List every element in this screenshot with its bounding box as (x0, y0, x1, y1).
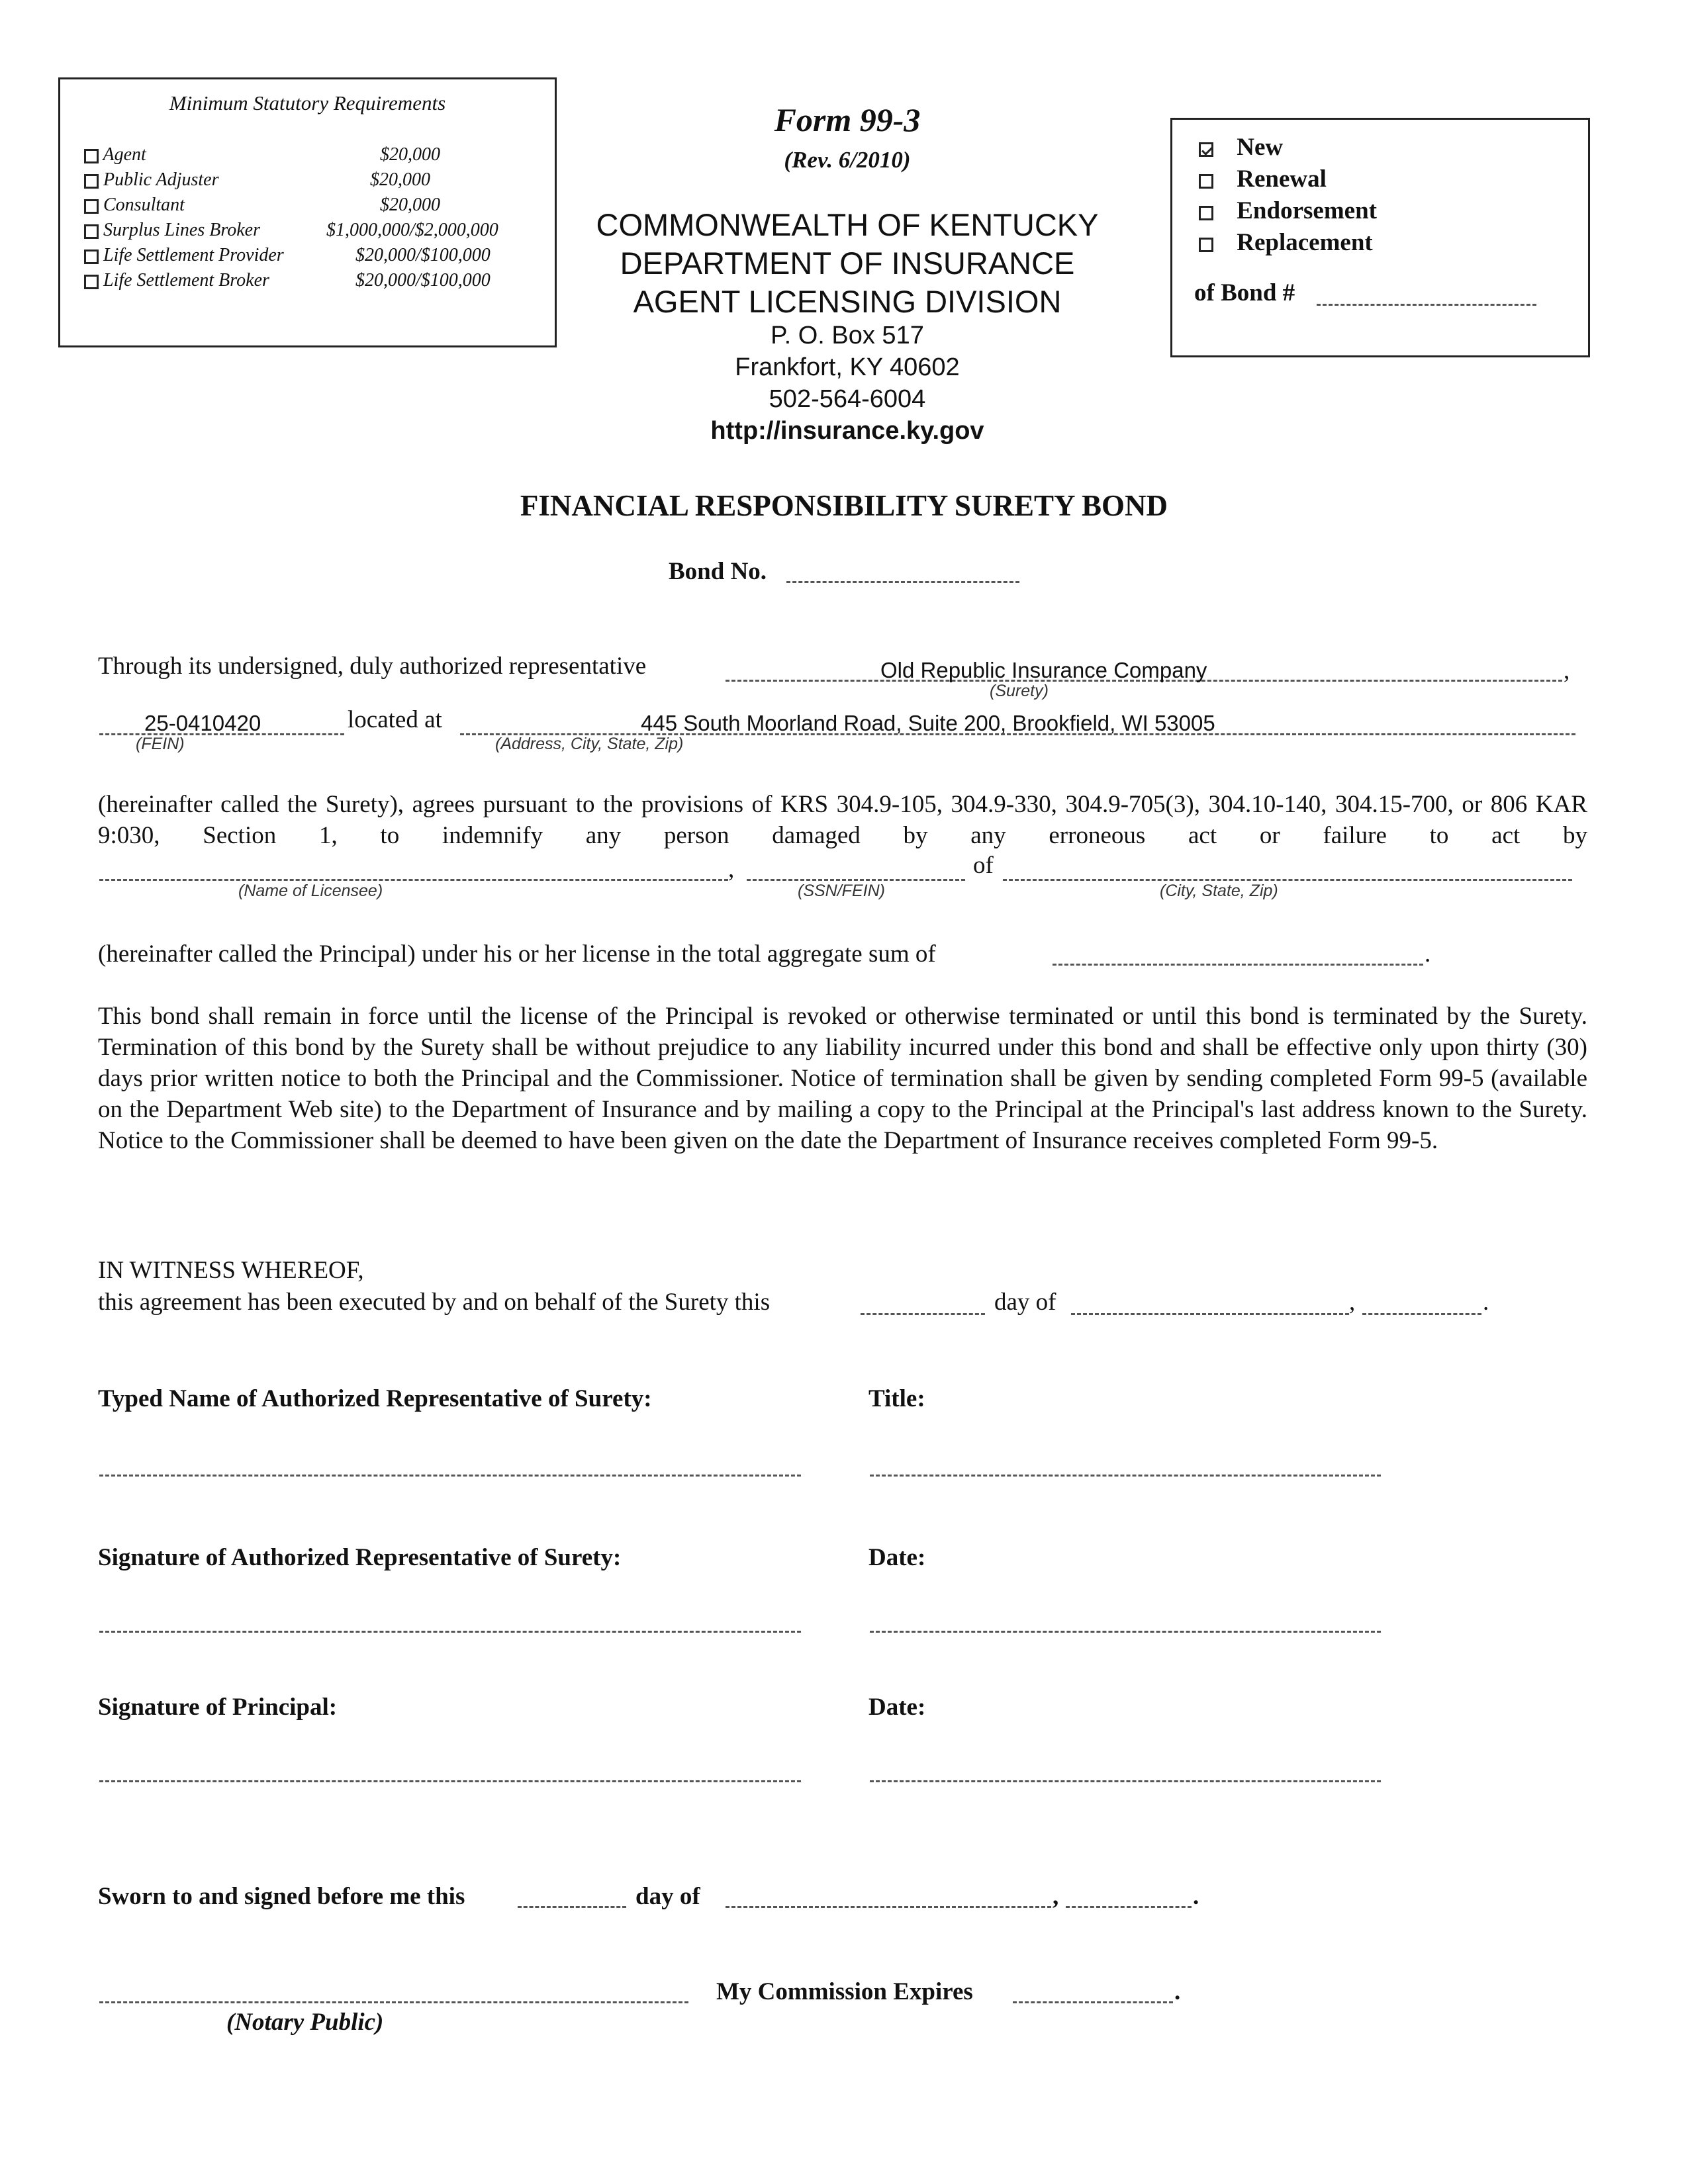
licensee-name-input[interactable] (99, 879, 728, 881)
org-name-line-2: DEPARTMENT OF INSURANCE (620, 246, 1075, 281)
ssn-fein-caption: (SSN/FEIN) (798, 882, 885, 900)
bond-no-input[interactable] (786, 581, 1019, 583)
requirement-life-settlement-broker: Life Settlement Broker $20,000/$100,000 (84, 270, 541, 291)
checkbox-icon[interactable] (1199, 238, 1213, 252)
comma: , (728, 856, 735, 883)
title-input[interactable] (870, 1475, 1381, 1477)
licensee-name-caption: (Name of Licensee) (238, 882, 383, 900)
located-at-label: located at (348, 706, 442, 733)
form-revision: (Rev. 6/2010) (784, 147, 911, 173)
requirement-consultant: Consultant $20,000 (84, 195, 541, 216)
typed-name-input[interactable] (99, 1475, 801, 1477)
title-label: Title: (868, 1385, 925, 1412)
checkbox-icon[interactable] (1199, 206, 1213, 220)
surety-name[interactable]: Old Republic Insurance Company (880, 658, 1207, 682)
checkbox-icon[interactable] (84, 250, 99, 264)
period: . (1193, 1883, 1199, 1910)
checkbox-icon[interactable] (84, 224, 99, 239)
po-box: P. O. Box 517 (771, 322, 924, 349)
surety-date-label: Date: (868, 1544, 926, 1571)
checkbox-icon[interactable] (84, 199, 99, 214)
of-bond-input[interactable] (1317, 304, 1536, 306)
termination-paragraph: This bond shall remain in force until the license of the Principal is revoked or otherwise terminated or until this bond is terminated by the Surety. Termination of this bond by the Surety shall be without prejudice to any liability incurred under this bond and shall be effective only upon thirty (30) days prior written notice to both the Principal and the Commissioner. Notice of termination shall be given by sending completed Form 99-5 (available on the Department Web site) to the Department of Insurance and by mailing a copy to the Principal at the Principal's last address known to the Surety. Notice to the Commissioner shall be deemed to have been given on the date the Department of Insurance receives completed Form 99-5. (98, 1003, 1587, 1154)
checkbox-icon[interactable] (84, 275, 99, 289)
agreement-text: (hereinafter called the Surety), agrees pursuant to the provisions of KRS 304.9-105, 304.9-330, 304.9-705(3), 304.10-140, 304.15-700, or 806 KAR 9:030, Section 1, to indemnify any person damaged by any erroneous act or failure to act by (98, 791, 1587, 849)
website-link[interactable]: http://insurance.ky.gov (710, 417, 984, 445)
bond-type-box (1170, 118, 1590, 357)
principal-date-label: Date: (868, 1694, 926, 1721)
option-endorsement[interactable]: Endorsement (1199, 197, 1377, 225)
witness-heading: IN WITNESS WHEREOF, (98, 1257, 364, 1284)
witness-year-input[interactable] (1362, 1313, 1481, 1315)
checkbox-icon[interactable] (1199, 174, 1213, 189)
witness-text: this agreement has been executed by and on behalf of the Surety this (98, 1289, 771, 1316)
sworn-month-input[interactable] (726, 1906, 1051, 1908)
requirement-public-adjuster: Public Adjuster $20,000 (84, 169, 541, 191)
notary-public-caption: (Notary Public) (226, 2009, 384, 2036)
commission-expires-input[interactable] (1013, 2001, 1173, 2003)
principal-date-input[interactable] (870, 1780, 1381, 1782)
org-name-line-3: AGENT LICENSING DIVISION (633, 284, 1062, 319)
commission-expires-label: My Commission Expires (716, 1978, 973, 2005)
sworn-day-input[interactable] (518, 1906, 626, 1908)
witness-day-of-label: day of (994, 1289, 1056, 1316)
comma: , (1053, 1883, 1059, 1910)
requirement-life-settlement-provider: Life Settlement Provider $20,000/$100,000 (84, 245, 541, 266)
surety-caption: (Surety) (990, 682, 1049, 700)
fein-caption: (FEIN) (136, 735, 185, 753)
principal-signature-input[interactable] (99, 1780, 801, 1782)
comma: , (1564, 657, 1570, 684)
address-value[interactable]: 445 South Moorland Road, Suite 200, Brookfield, WI 53005 (641, 711, 1215, 735)
period: . (1174, 1978, 1181, 2005)
address-caption: (Address, City, State, Zip) (495, 735, 684, 753)
requirements-box (58, 77, 557, 347)
city-state-zip: Frankfort, KY 40602 (735, 353, 960, 381)
of-label: of (973, 852, 994, 879)
licensee-city-input[interactable] (1003, 879, 1572, 881)
requirements-title: Minimum Statutory Requirements (169, 91, 446, 114)
ssn-fein-input[interactable] (747, 879, 965, 881)
bond-no-label: Bond No. (669, 558, 767, 585)
city-state-zip-caption: (City, State, Zip) (1160, 882, 1278, 900)
typed-name-label: Typed Name of Authorized Representative of Surety: (98, 1385, 652, 1412)
phone-number: 502-564-6004 (769, 385, 926, 413)
form-number: Form 99-3 (774, 101, 921, 138)
option-renewal[interactable]: Renewal (1199, 165, 1327, 193)
sworn-year-input[interactable] (1066, 1906, 1192, 1908)
surety-signature-label: Signature of Authorized Representative of Surety: (98, 1544, 622, 1571)
surety-date-input[interactable] (870, 1631, 1381, 1633)
requirement-surplus-lines-broker: Surplus Lines Broker $1,000,000/$2,000,000 (84, 220, 541, 241)
sworn-text: Sworn to and signed before me this (98, 1883, 465, 1910)
option-replacement[interactable]: Replacement (1199, 228, 1373, 257)
notary-signature-input[interactable] (99, 2001, 688, 2003)
checkbox-checked-icon[interactable] (1199, 142, 1213, 157)
surety-intro: Through its undersigned, duly authorized representative (98, 653, 647, 680)
option-new[interactable]: New (1199, 133, 1283, 161)
period: . (1425, 940, 1431, 968)
comma: , (1349, 1289, 1356, 1316)
fein-value[interactable]: 25-0410420 (144, 711, 261, 735)
principal-signature-label: Signature of Principal: (98, 1694, 338, 1721)
checkbox-icon[interactable] (84, 174, 99, 189)
document-title: FINANCIAL RESPONSIBILITY SURETY BOND (520, 489, 1168, 522)
org-name-line-1: COMMONWEALTH OF KENTUCKY (596, 207, 1099, 242)
of-bond-label: of Bond # (1194, 279, 1295, 306)
witness-month-input[interactable] (1071, 1313, 1349, 1315)
surety-signature-input[interactable] (99, 1631, 801, 1633)
sworn-day-of-label: day of (635, 1883, 700, 1910)
requirement-agent: Agent $20,000 (84, 144, 541, 165)
principal-text: (hereinafter called the Principal) under his or her license in the total aggregate sum of (98, 940, 936, 968)
aggregate-sum-input[interactable] (1053, 964, 1423, 966)
witness-day-input[interactable] (861, 1313, 985, 1315)
period: . (1483, 1289, 1489, 1316)
checkbox-icon[interactable] (84, 149, 99, 163)
